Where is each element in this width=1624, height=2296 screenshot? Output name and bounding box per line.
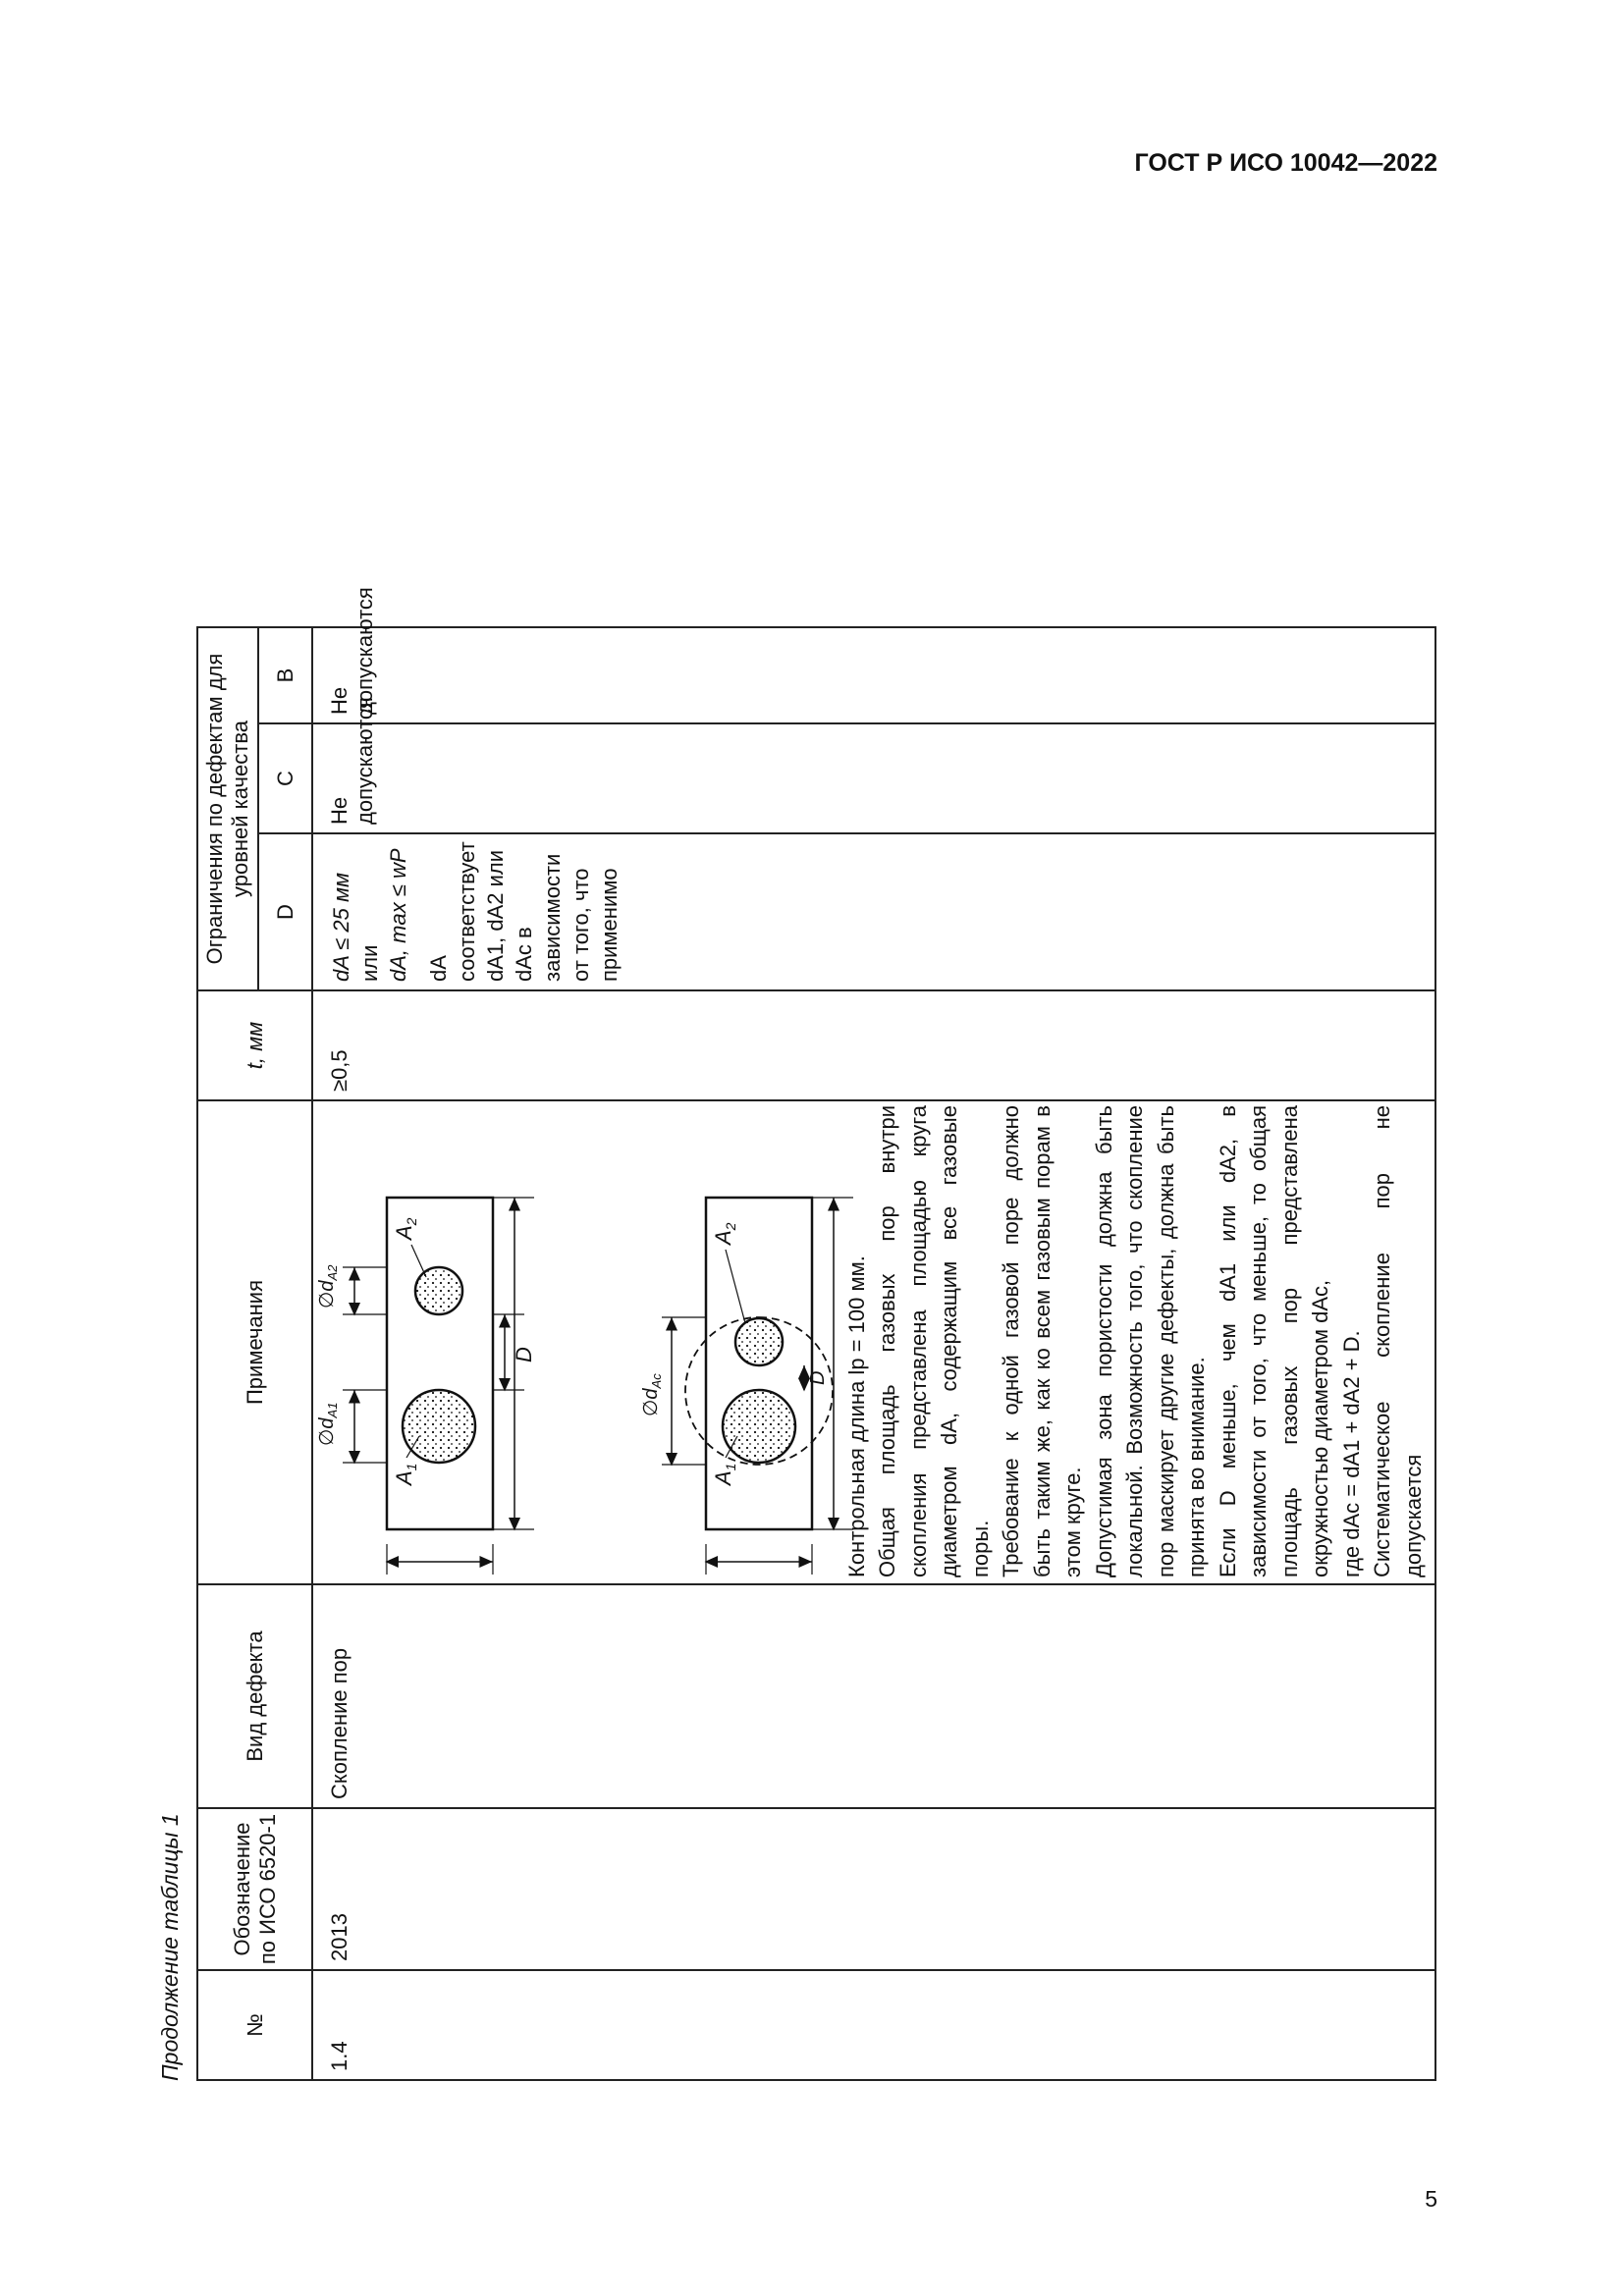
document-standard-header: ГОСТ Р ИСО 10042—2022 bbox=[1134, 149, 1437, 177]
note-paragraph: где dAc = dA1 + dA2 + D. bbox=[1338, 1330, 1364, 1577]
col-header-no: № bbox=[197, 1970, 312, 2080]
label-dAc-lower: $\emptyset d_{Ac}$ bbox=[640, 1373, 664, 1416]
level-d-line-1: dA ≤ 25 мм bbox=[329, 872, 353, 982]
cell-thickness: ≥0,5 bbox=[312, 990, 1435, 1100]
cell-designation: 2013 bbox=[312, 1808, 1435, 1970]
cell-defect-type: Скопление пор bbox=[312, 1584, 1435, 1808]
cell-level-d bbox=[312, 833, 1435, 990]
note-paragraph: Если D меньше, чем dA1 или dA2, в зависимости от того, что меньше, то общая площадь газовых пор представлена окружностью диаметром dAc, bbox=[1215, 1105, 1332, 1577]
diagram-lower bbox=[640, 1198, 853, 1575]
note-paragraph: Допустимая зона пористости должна быть локальной. Возможность того, что скопление пор маскирует другие дефекты, должна быть принята во внимание. bbox=[1091, 1105, 1209, 1577]
label-dA1-upper: $\emptyset d_{A1}$ bbox=[316, 1402, 340, 1446]
cell-level-c: Не допускаются bbox=[312, 723, 1435, 833]
note-paragraph: Систематическое скопление пор не допускается bbox=[1370, 1105, 1426, 1577]
note-paragraph: Требование к одной газовой поре должно быть таким же, как ко всем газовым порам в этом круге. bbox=[999, 1105, 1085, 1577]
col-header-thickness: t, мм bbox=[197, 990, 312, 1100]
diagram-upper bbox=[316, 1198, 536, 1575]
pore-a2-upper bbox=[415, 1267, 462, 1314]
label-a1-upper: $A_1$ bbox=[392, 1463, 419, 1485]
col-header-defect-type: Вид дефекта bbox=[197, 1584, 312, 1808]
notes-text-block bbox=[841, 1105, 1430, 1577]
table-row bbox=[312, 627, 1435, 2080]
label-a1-lower: $A_1$ bbox=[711, 1463, 738, 1485]
label-a2-lower: $A_2$ bbox=[711, 1222, 738, 1245]
page-number: 5 bbox=[1425, 2186, 1437, 2212]
label-d-lower: D bbox=[807, 1370, 829, 1385]
rotated-table-frame bbox=[157, 587, 1426, 2081]
level-d-line-4: dA соответствует dA1, dA2 или dAc в зависимости от того, что применимо bbox=[426, 841, 622, 982]
defects-table bbox=[196, 587, 1436, 2081]
cell-level-b: Не допускаются bbox=[312, 627, 1435, 723]
label-dA2-upper: $\emptyset d_{A2}$ bbox=[316, 1264, 340, 1308]
cell-no: 1.4 bbox=[312, 1970, 1435, 2080]
col-header-limits-group: Ограничения по дефектам для уровней качества bbox=[197, 627, 258, 990]
level-d-line-3: dA, max ≤ wP bbox=[386, 848, 410, 982]
table-continuation-label: Продолжение таблицы 1 bbox=[157, 1813, 183, 2081]
label-d-upper: D bbox=[512, 1347, 536, 1362]
col-header-level-d: D bbox=[258, 833, 312, 990]
col-header-level-b: B bbox=[258, 627, 312, 723]
col-header-notes: Примечания bbox=[197, 1100, 312, 1584]
pore-a2-lower bbox=[735, 1318, 783, 1365]
pore-a1-upper bbox=[403, 1390, 475, 1463]
level-d-line-2: или bbox=[357, 944, 382, 982]
cell-notes bbox=[312, 1100, 1435, 1584]
col-header-level-c: C bbox=[258, 723, 312, 833]
pore-a1-lower bbox=[723, 1390, 795, 1463]
note-paragraph: Общая площадь газовых пор внутри скопления представлена площадью круга диаметром dA, содержащим все газовые поры. bbox=[875, 1105, 993, 1577]
label-a2-upper: $A_2$ bbox=[392, 1217, 419, 1240]
col-header-designation: Обозначение по ИСО 6520-1 bbox=[197, 1808, 312, 1970]
note-paragraph: Контрольная длина lp = 100 мм. bbox=[843, 1255, 869, 1577]
